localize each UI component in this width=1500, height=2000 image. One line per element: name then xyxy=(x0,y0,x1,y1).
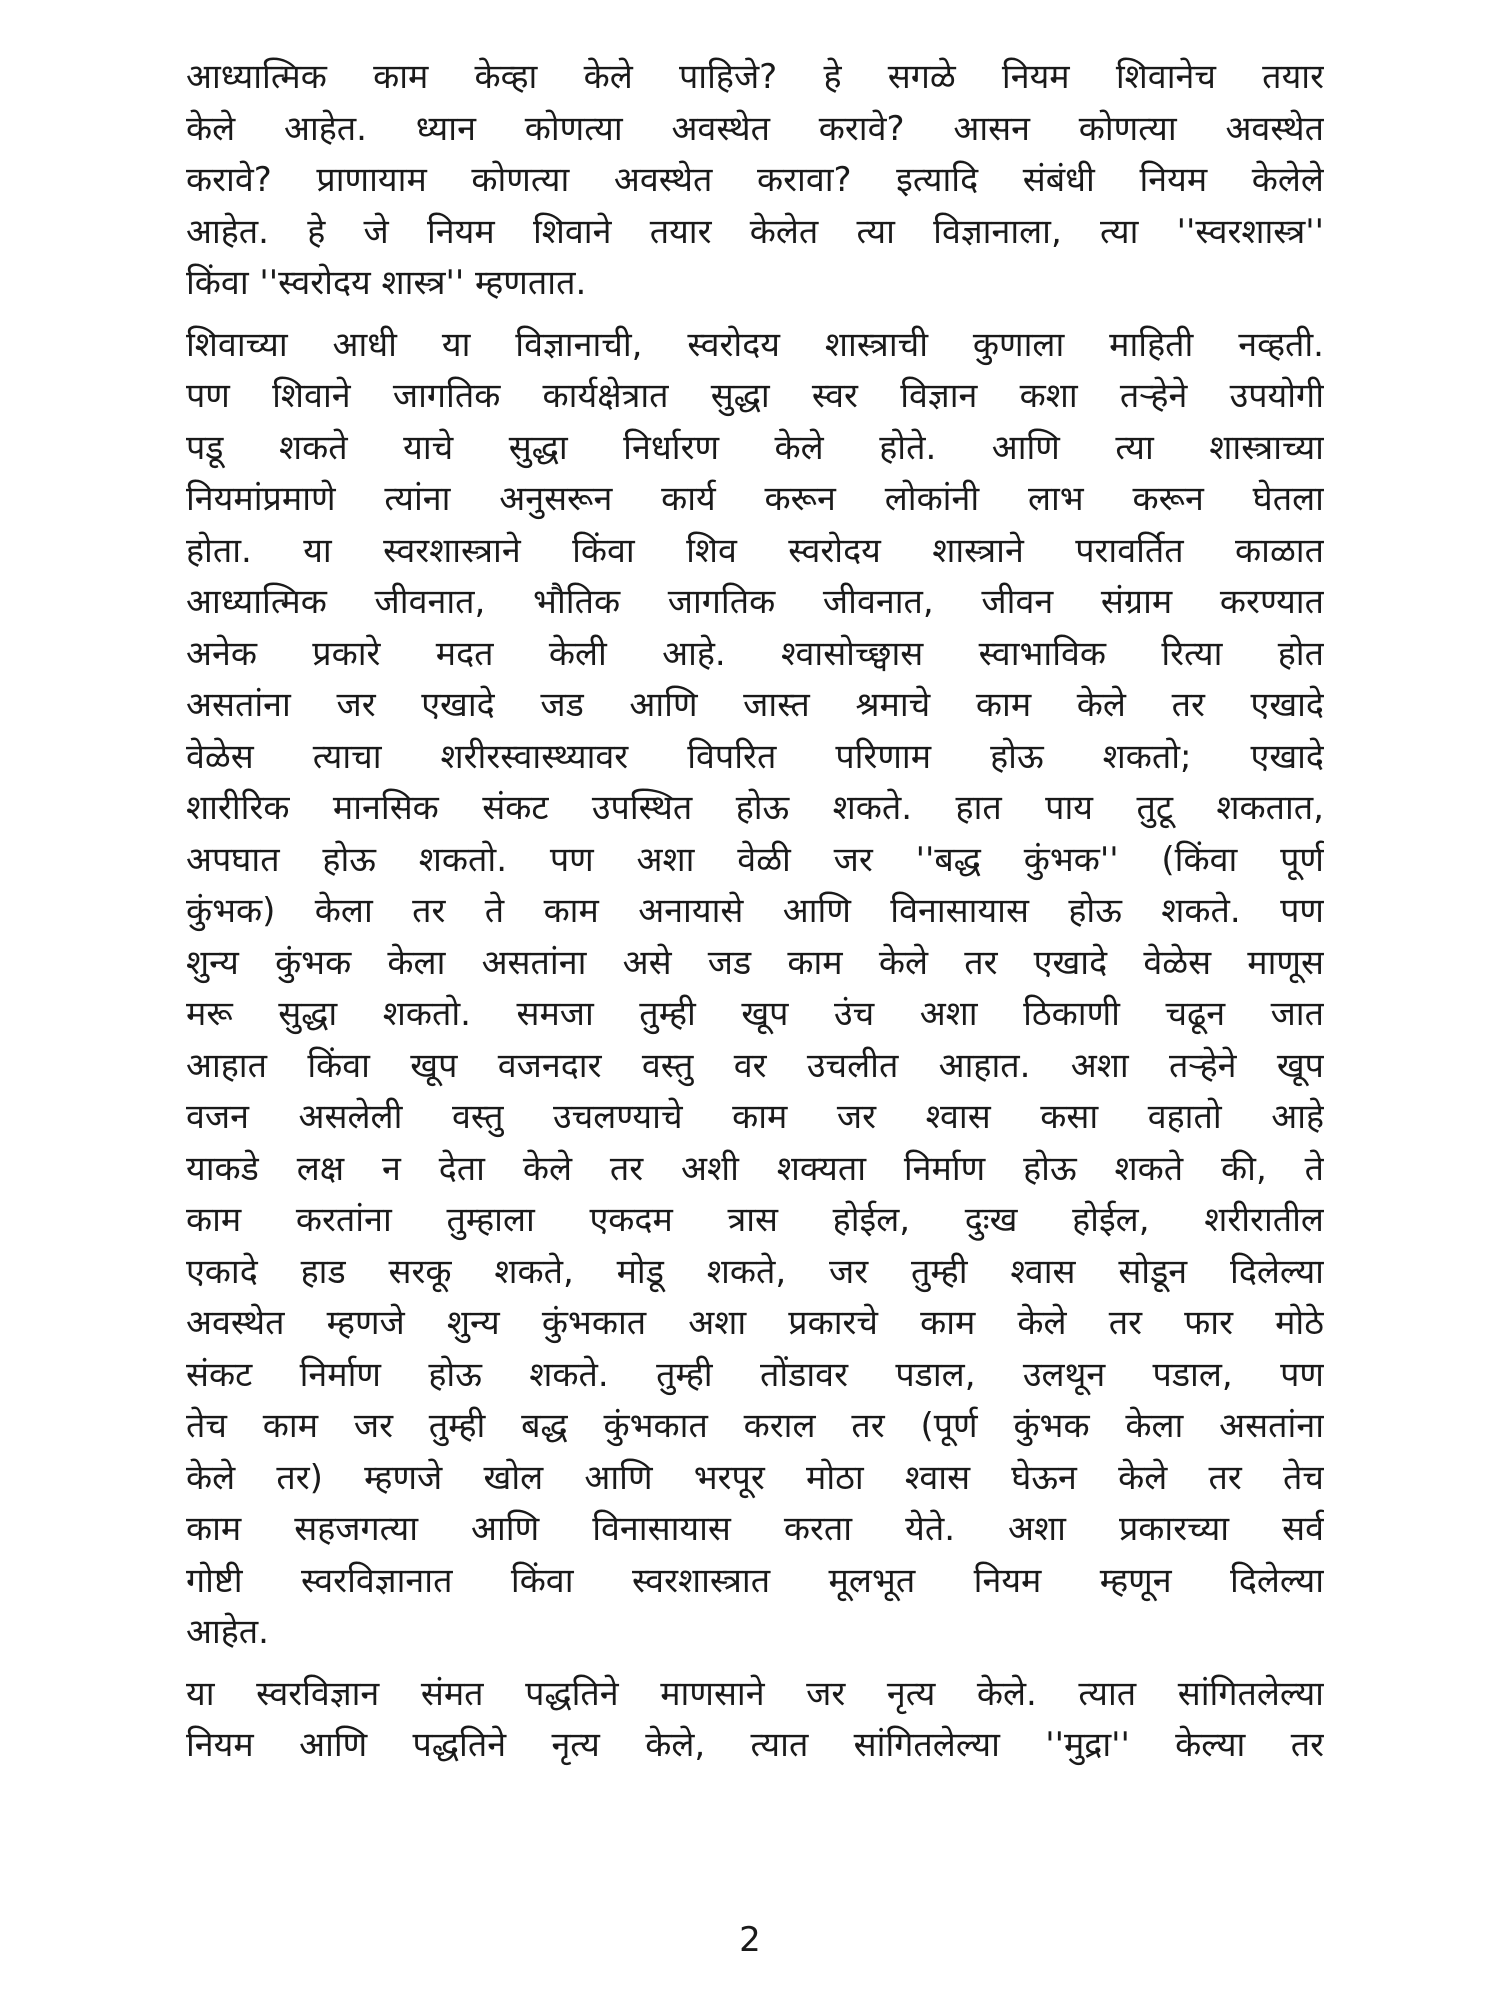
text-line: शारीरिक मानसिक संकट उपस्थित होऊ शकते. हात पाय तुटू शकतात, xyxy=(186,788,1324,828)
text-line: अवस्थेत म्हणजे शुन्य कुंभकात अशा प्रकारचे काम केले तर फार मोठे xyxy=(186,1303,1324,1343)
text-line: काम सहजगत्या आणि विनासायास करता येते. अशा प्रकारच्या सर्व xyxy=(186,1509,1324,1549)
paragraph-2 xyxy=(186,320,1324,1659)
text-line: पण शिवाने जागतिक कार्यक्षेत्रात सुद्धा स्वर विज्ञान कशा तऱ्हेने उपयोगी xyxy=(186,376,1324,416)
text-line: आहेत. xyxy=(186,1612,269,1652)
text-line: पडू शकते याचे सुद्धा निर्धारण केले होते. आणि त्या शास्त्राच्या xyxy=(186,427,1324,468)
paragraph-1 xyxy=(186,52,1324,310)
text-line: कुंभक) केला तर ते काम अनायासे आणि विनासायास होऊ शकते. पण xyxy=(186,891,1324,931)
text-line: एकादे हाड सरकू शकते, मोडू शकते, जर तुम्ही श्वास सोडून दिलेल्या xyxy=(186,1251,1324,1292)
text-line: याकडे लक्ष न देता केले तर अशी शक्यता निर्माण होऊ शकते की, ते xyxy=(186,1148,1324,1189)
text-line: अपघात होऊ शकतो. पण अशा वेळी जर ''बद्ध कुंभक'' (किंवा पूर्ण xyxy=(186,839,1324,880)
text-line: नियमांप्रमाणे त्यांना अनुसरून कार्य करून लोकांनी लाभ करून घेतला xyxy=(186,479,1324,519)
text-line: मरू सुद्धा शकतो. समजा तुम्ही खूप उंच अशा ठिकाणी चढून जात xyxy=(186,994,1324,1034)
text-line: आहात किंवा खूप वजनदार वस्तु वर उचलीत आहात. अशा तऱ्हेने खूप xyxy=(186,1045,1324,1086)
text-line: करावे? प्राणायाम कोणत्या अवस्थेत करावा? इत्यादि संबंधी नियम केलेले xyxy=(186,160,1324,200)
text-line: या स्वरविज्ञान संमत पद्धतिने माणसाने जर नृत्य केले. त्यात सांगितलेल्या xyxy=(186,1673,1324,1714)
text-line: नियम आणि पद्धतिने नृत्य केले, त्यात सांगितलेल्या ''मुद्रा'' केल्या तर xyxy=(186,1725,1324,1765)
text-line: अनेक प्रकारे मदत केली आहे. श्वासोच्छ्वास स्वाभाविक रित्या होत xyxy=(186,633,1324,674)
text-line: संकट निर्माण होऊ शकते. तुम्ही तोंडावर पडाल, उलथून पडाल, पण xyxy=(186,1354,1324,1395)
text-line: असतांना जर एखादे जड आणि जास्त श्रमाचे काम केले तर एखादे xyxy=(186,685,1324,725)
paragraph-3 xyxy=(186,1669,1324,1772)
text-line: तेच काम जर तुम्ही बद्ध कुंभकात कराल तर (पूर्ण कुंभक केला असतांना xyxy=(186,1406,1324,1446)
text-line: काम करतांना तुम्हाला एकदम त्रास होईल, दुःख होईल, शरीरातील xyxy=(186,1200,1324,1240)
text-line: होता. या स्वरशास्त्राने किंवा शिव स्वरोदय शास्त्राने परावर्तित काळात xyxy=(186,530,1324,571)
text-line: गोष्टी स्वरविज्ञानात किंवा स्वरशास्त्रात मूलभूत नियम म्हणून दिलेल्या xyxy=(186,1560,1324,1601)
text-line: वेळेस त्याचा शरीरस्वास्थ्यावर विपरित परिणाम होऊ शकतो; एखादे xyxy=(186,736,1324,777)
text-line: किंवा ''स्वरोदय शास्त्र'' म्हणतात. xyxy=(186,263,587,303)
text-line: शुन्य कुंभक केला असतांना असे जड काम केले तर एखादे वेळेस माणूस xyxy=(186,942,1324,983)
text-line: केले तर) म्हणजे खोल आणि भरपूर मोठा श्वास घेऊन केले तर तेच xyxy=(186,1457,1324,1498)
text-line: आहेत. हे जे नियम शिवाने तयार केलेत त्या विज्ञानाला, त्या ''स्वरशास्त्र'' xyxy=(186,211,1324,252)
text-line: आध्यात्मिक काम केव्हा केले पाहिजे? हे सगळे नियम शिवानेच तयार xyxy=(186,57,1324,97)
text-line: आध्यात्मिक जीवनात, भौतिक जागतिक जीवनात, जीवन संग्राम करण्यात xyxy=(186,582,1324,622)
text-line: शिवाच्या आधी या विज्ञानाची, स्वरोदय शास्त्राची कुणाला माहिती नव्हती. xyxy=(186,324,1324,365)
text-line: केले आहेत. ध्यान कोणत्या अवस्थेत करावे? आसन कोणत्या अवस्थेत xyxy=(186,108,1324,149)
text-line: वजन असलेली वस्तु उचलण्याचे काम जर श्वास कसा वहातो आहे xyxy=(186,1097,1324,1137)
page-number: 2 xyxy=(739,1920,761,1960)
